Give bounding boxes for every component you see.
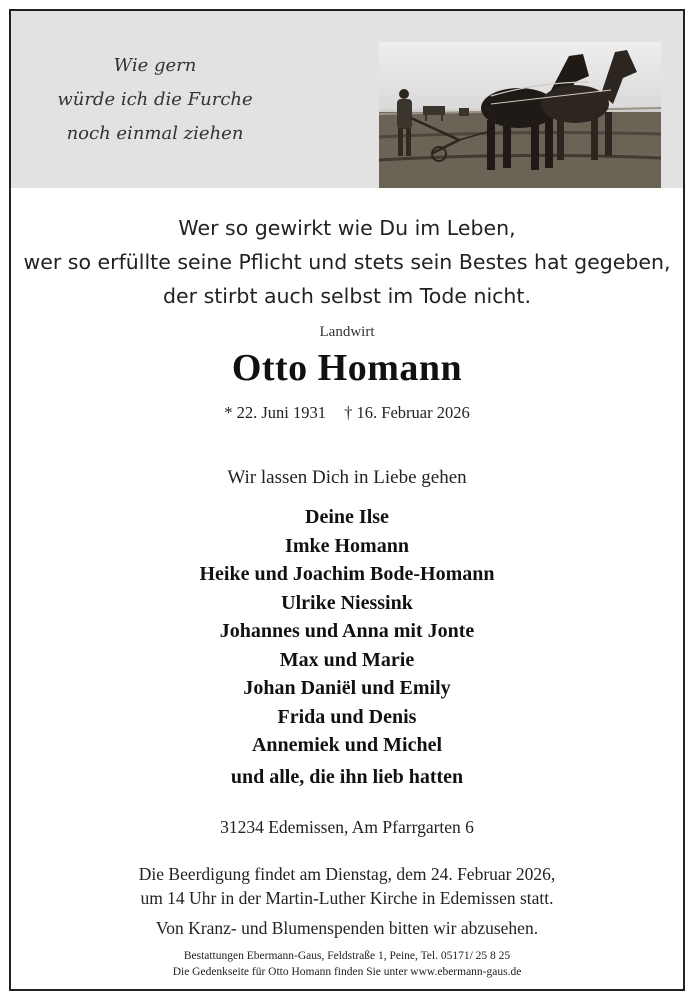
verse-line: Wer so gewirkt wie Du im Leben, — [178, 216, 516, 240]
birth-date: * 22. Juni 1931 — [224, 403, 327, 422]
funeral-line: Von Kranz- und Blumenspenden bitten wir abzusehen. — [155, 918, 539, 938]
funeral-home-footer — [11, 948, 683, 980]
footer-line: Die Gedenkseite für Otto Homann finden Sie unter www.ebermann-gaus.de — [172, 966, 522, 978]
memorial-verse — [11, 211, 683, 313]
quote-line: Wie gern — [113, 55, 197, 76]
death-date: † 16. Februar 2026 — [344, 403, 470, 422]
occupation: Landwirt — [319, 324, 375, 340]
obituary-notice — [9, 9, 685, 991]
mourner-entry: Heike und Joachim Bode-Homann — [199, 563, 495, 585]
mourner-entry: Johannes und Anna mit Jonte — [219, 620, 475, 642]
header-banner — [11, 11, 683, 188]
funeral-line: Die Beerdigung findet am Dienstag, dem 24. Februar 2026, — [138, 864, 556, 884]
verse-line: der stirbt auch selbst im Tode nicht. — [163, 284, 531, 308]
deceased-name: Otto Homann — [231, 347, 463, 389]
banner-quote — [55, 49, 255, 151]
quote-line: würde ich die Furche — [57, 89, 253, 110]
quote-line: noch einmal ziehen — [66, 123, 244, 144]
mourner-entry: Max und Marie — [279, 648, 415, 671]
mourner-entry: Imke Homann — [285, 534, 409, 557]
mourner-entry: Deine Ilse — [305, 506, 389, 528]
mourners-list — [11, 503, 683, 760]
mourner-entry: Johan Daniël und Emily — [243, 677, 451, 699]
verse-line: wer so erfüllte seine Pflicht und stets sein Bestes hat gegeben, — [23, 250, 671, 274]
farewell-line: Wir lassen Dich in Liebe gehen — [227, 467, 467, 488]
life-dates — [11, 403, 683, 423]
footer-line: Bestattungen Ebermann-Gaus, Feldstraße 1, Peine, Tel. 05171/ 25 8 25 — [183, 950, 511, 962]
funeral-line: um 14 Uhr in der Martin-Luther Kirche in Edemissen statt. — [140, 888, 554, 908]
mourner-entry: Annemiek und Michel — [251, 734, 443, 756]
family-address: 31234 Edemissen, Am Pfarrgarten 6 — [220, 817, 474, 837]
ploughing-photo — [379, 42, 661, 188]
mourner-entry: Ulrike Niessink — [281, 591, 413, 614]
funeral-details — [11, 862, 683, 940]
closing-line: und alle, die ihn lieb hatten — [230, 766, 464, 788]
mourner-entry: Frida und Denis — [277, 705, 417, 728]
